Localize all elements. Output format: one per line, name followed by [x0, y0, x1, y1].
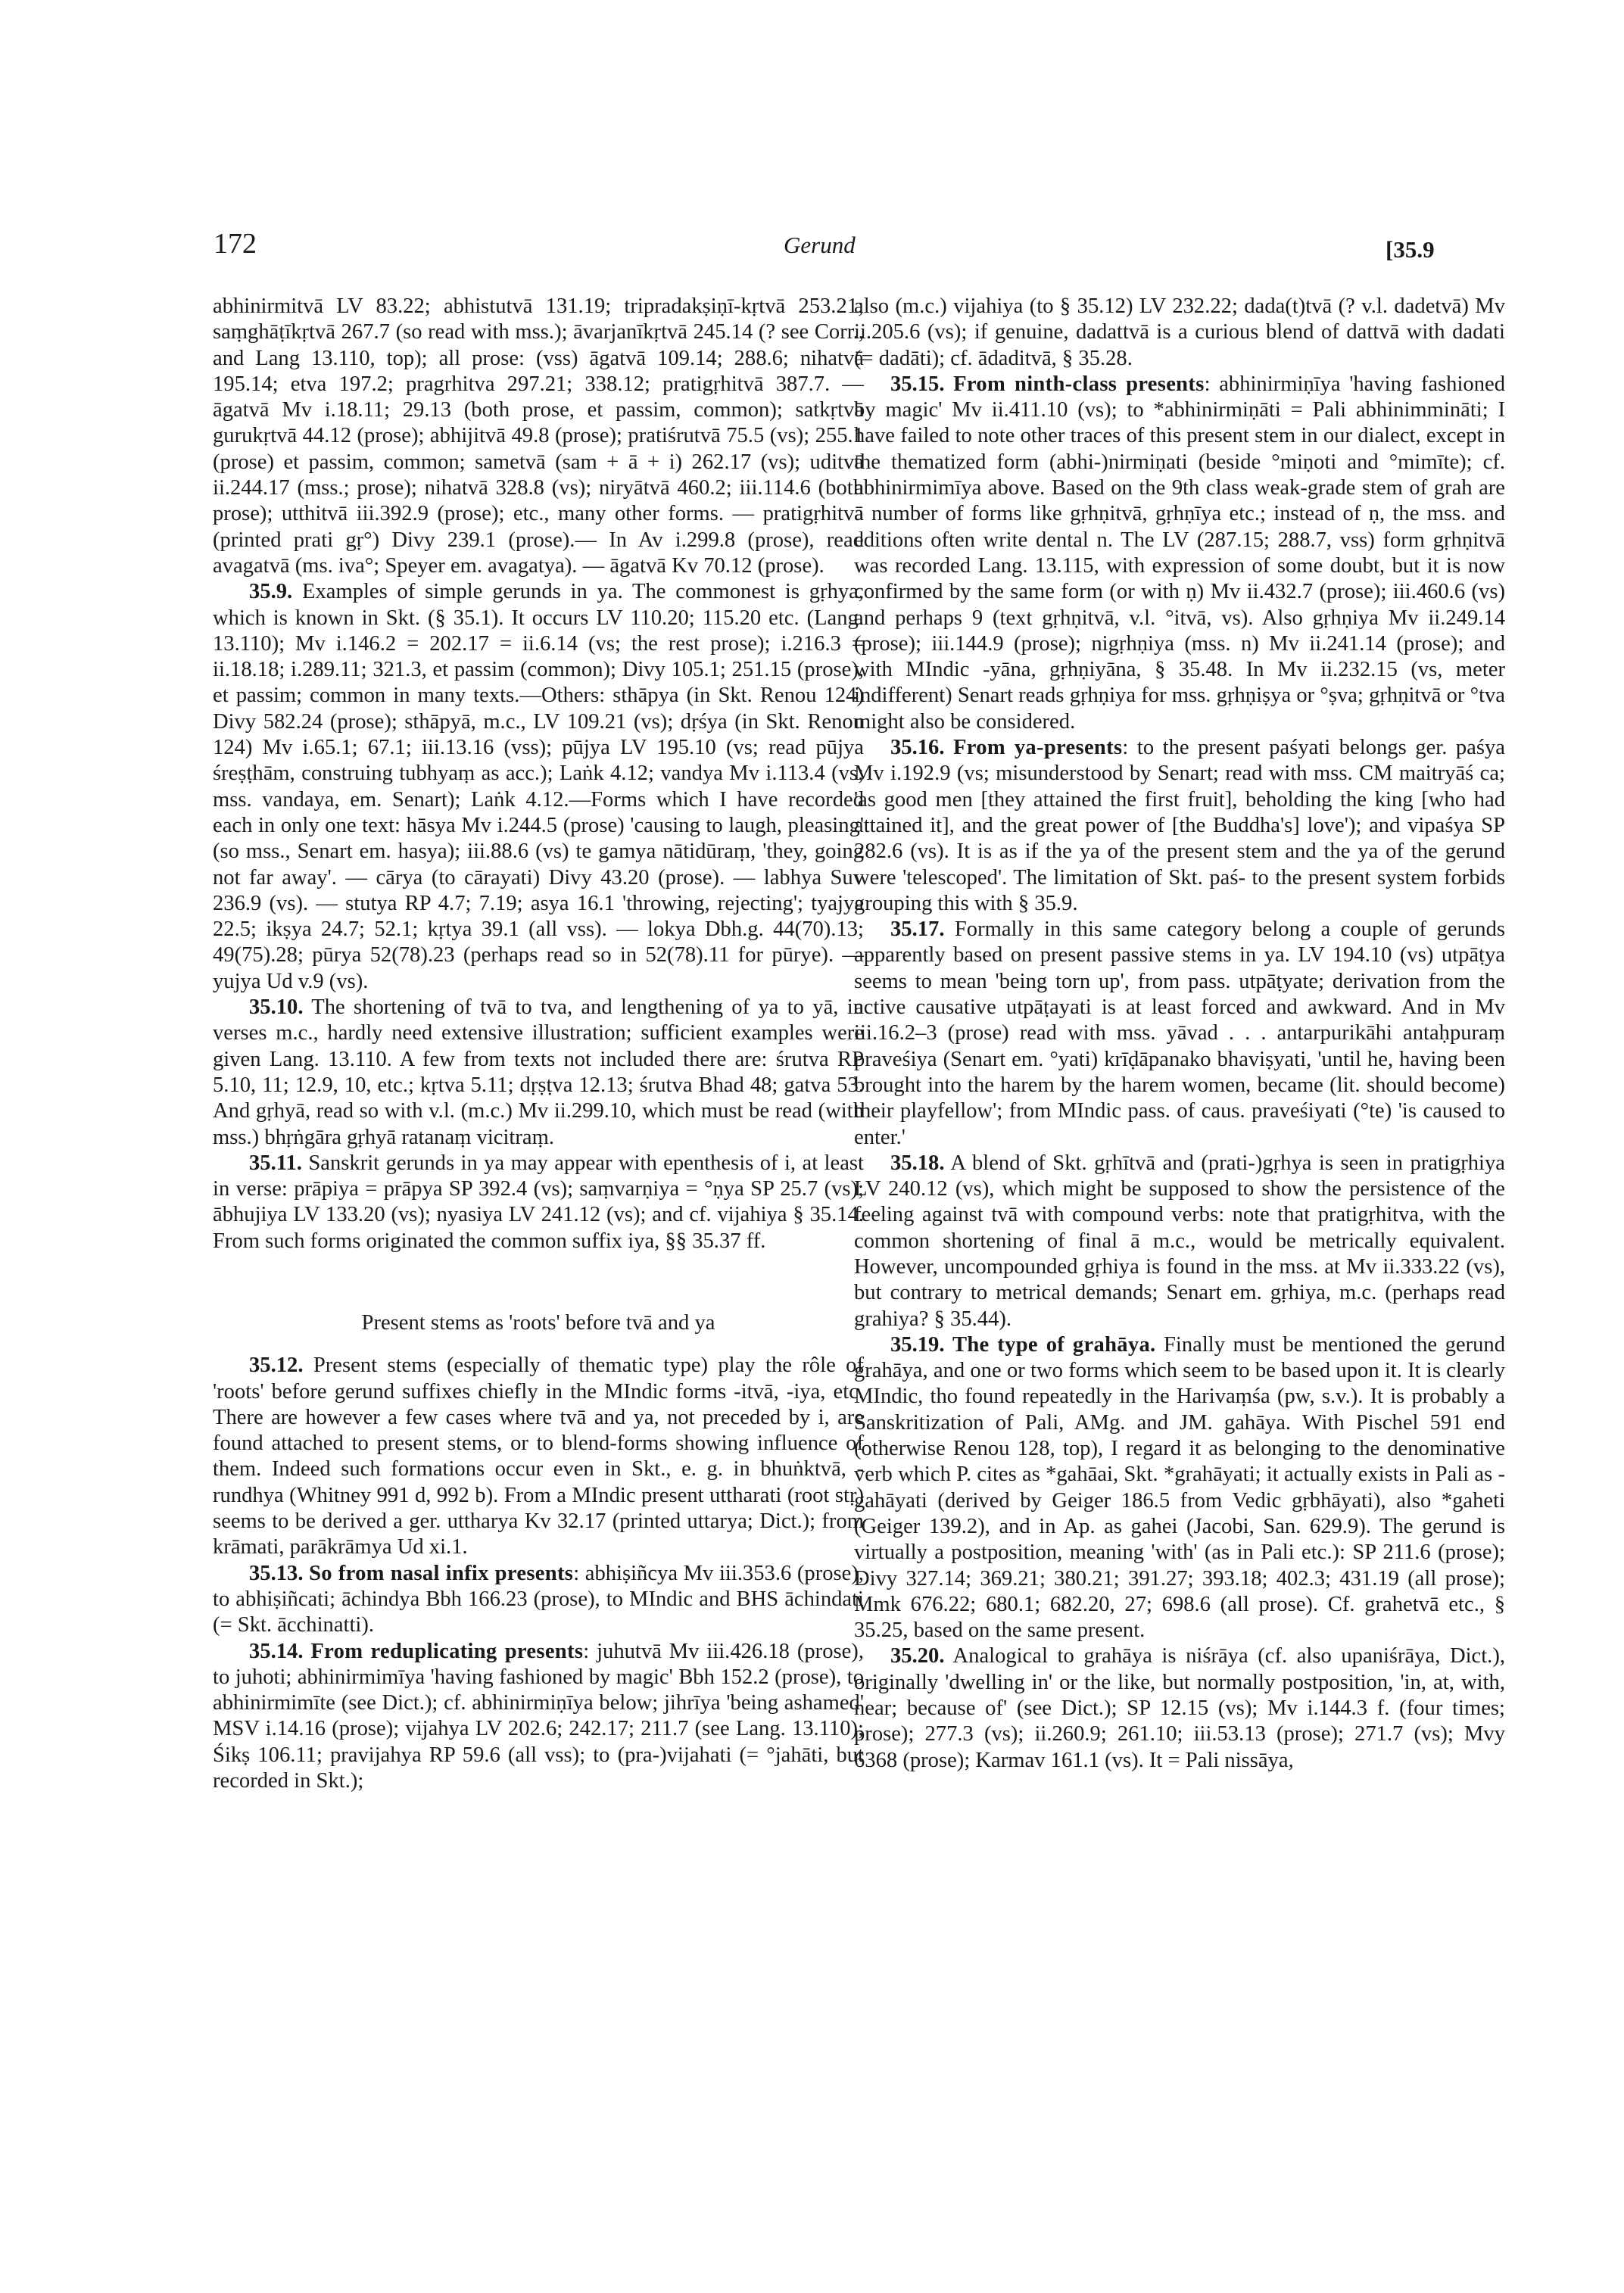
section-number: 35.17. — [890, 918, 945, 942]
paragraph-35-15 — [854, 372, 1505, 735]
paragraph-text: Formally in this same category belong a couple of gerunds apparently based on present passive stems in ya. LV 194.10 (vs) utpāṭya seems to mean 'being torn up', from pass. utpāṭyate; derivation from the active causative utpāṭayati is at least forced and awkward. And in Mv iii.16.2–3 (prose) read with mss. yāvad . . . antarpurikāhi antaḥpuraṃ praveśiya (Senart em. °yati) krīḍāpanako bhaviṣyati, 'until he, having been brought into the harem by the harem women, became (lit. should become) their playfellow'; from MIndic pass. of caus. praveśiyati (°te) 'is caused to enter.' — [854, 918, 1505, 1149]
paragraph-35-9 — [213, 579, 864, 995]
section-number: 35.18. — [890, 1151, 945, 1175]
section-number: 35.20. — [890, 1644, 945, 1668]
paragraph-35-20 — [854, 1643, 1505, 1773]
section-number: 35.14. — [249, 1639, 304, 1663]
paragraph-35-13 — [213, 1561, 864, 1639]
paragraph-continuation: also (m.c.) vijahiya (to § 35.12) LV 232.22; dada(t)tvā (? v.l. dadetvā) Mv ii.205.6 (vs); if genuine, dadattvā is a curious blend of dattvā with dadati (= dadāti); cf. ādaditvā, § 35.28. — [854, 294, 1505, 370]
section-reference: [35.9 — [1386, 236, 1435, 263]
paragraph-text: Sanskrit gerunds in ya may appear with epenthesis of i, at least in verse: prāpiya = prāpya SP 392.4 (vs); saṃvarṇiya = °ṇya SP 25.7 (vs); ābhujiya LV 133.20 (vs); nyasiya LV 241.12 (vs); and cf. vijahiya § 35.14. From such forms originated the common suffix iya, §§ 35.37 ff. — [213, 1151, 864, 1253]
page-number: 172 — [214, 228, 257, 260]
running-title: Gerund — [784, 232, 856, 258]
paragraph-continuation: abhinirmitvā LV 83.22; abhistutvā 131.19; tripradakṣiṇī-kṛtvā 253.21; saṃghāṭīkṛtvā 267.7 (so read with mss.); āvarjanīkṛtvā 245.14 (? see Corr., and Lang 13.110, top); all prose: (vss) āgatvā 109.14; 288.6; nihatvā 195.14; etva 197.2; pragrhitva 297.21; 338.12; pratigṛhitvā 387.7. — āgatvā Mv i.18.11; 29.13 (both prose, et passim, common); satkṛtvā gurukṛtvā 44.12 (prose); abhijitvā 49.8 (prose); pratiśrutvā 75.5 (vs); 255.1 (prose) et passim, common; sametvā (sam + ā + i) 262.17 (vs); uditvā ii.244.17 (mss.; prose); nihatvā 328.8 (vs); niryātvā 460.2; iii.114.6 (both prose); utthitvā iii.392.9 (prose); etc., many other forms. — pratigṛhitvā (printed prati gṛ°) Divy 239.1 (prose).— In Av i.299.8 (prose), read avagatvā (ms. iva°; Speyer em. avagatya). — āgatvā Kv 70.12 (prose). — [213, 294, 864, 578]
section-number: 35.11. — [249, 1151, 302, 1175]
section-number: 35.10. — [249, 995, 304, 1020]
paragraph-text: Present stems (especially of thematic type) play the rôle of 'roots' before gerund suffixes chiefly in the MIndic forms -itvā, -iya, etc. There are however a few cases where tvā and ya, not preceded by i, are found attached to present stems, or to blend-forms showing influence of them. Indeed such formations occur even in Skt., e. g. in bhuṅktvā, -rundhya (Whitney 991 d, 992 b). From a MIndic present uttharati (root stṛ) seems to be derived a ger. uttharya Kv 32.17 (printed uttarya; Dict.); from krāmati, parākrāmya Ud xi.1. — [213, 1354, 864, 1559]
paragraph-heading: The type of grahāya. — [952, 1332, 1156, 1357]
section-number: 35.19. — [890, 1332, 945, 1357]
paragraph-text: A blend of Skt. gṛhītvā and (prati-)gṛhya is seen in pratigṛhiya LV 240.12 (vs), which might be supposed to show the persistence of the feeling against tvā with compound verbs: note that pratigṛhitva, with the common shortening of final ā m.c., would be metrically equivalent. However, uncompounded gṛhiya is found in the mss. at Mv ii.333.22 (vs), but contrary to metrical demands; Senart em. gṛhiya, m.c. (perhaps read grahiya? § 35.44). — [854, 1151, 1505, 1331]
paragraph-text: : juhutvā Mv iii.426.18 (prose), to juhoti; abhinirmimīya 'having fashioned by magic' Bbh 152.2 (prose), to abhinirmimīte (see Dict.); cf. abhinirmiṇīya below; jihrīya 'being ashamed' MSV i.14.16 (prose); vijahya LV 202.6; 242.17; 211.7 (see Lang. 13.110); Śikṣ 106.11; pravijahya RP 59.6 (all vss); to (pra-)vijahati (= °jahāti, but recorded in Skt.); — [213, 1639, 864, 1793]
paragraph-heading: So from nasal infix presents — [309, 1561, 574, 1585]
section-number: 35.9. — [249, 580, 293, 604]
paragraph-heading: From reduplicating presents — [310, 1639, 584, 1663]
paragraph-35-10 — [213, 995, 864, 1151]
subsection-heading: Present stems as 'roots' before tvā and ya — [361, 1310, 715, 1335]
section-number: 35.16. — [890, 736, 945, 760]
paragraph-35-12 — [213, 1353, 864, 1560]
paragraph-35-19 — [854, 1332, 1505, 1644]
section-number: 35.15. — [890, 372, 945, 396]
paragraph-text: : abhinirmiṇīya 'having fashioned by magic' Mv ii.411.10 (vs); to *abhinirmiṇāti = Pali abhinimmināti; I have failed to note other traces of this present stem in our dialect, except in the thematized form (abhi-)nirmiṇati (beside °miṇoti and °mimīte); cf. abhinirmimīya above. Based on the 9th class weak-grade stem of grah are a number of forms like gṛhṇitvā, gṛhṇīya etc.; instead of ṇ, the mss. and editions often write dental n. The LV (287.15; 288.7, vss) form gṛhṇitvā was recorded Lang. 13.115, with expression of some doubt, but it is now confirmed by the same form (or with ṇ) Mv ii.432.7 (prose); iii.460.6 (vs) and perhaps 9 (text gṛhṇitvā, v.l. °itvā, vs). Also gṛhṇiya Mv ii.249.14 (prose); iii.144.9 (prose); nigṛhṇiya (mss. n) Mv ii.241.14 (prose); and with MIndic -yāna, gṛhṇiyāna, § 35.48. In Mv ii.232.15 (vs, meter indifferent) Senart reads gṛhṇiya for mss. gṛhṇiṣya or °ṣva; gṛhṇitvā or °tva might also be considered. — [854, 372, 1505, 734]
paragraph-text: : to the present paśyati belongs ger. paśya Mv i.192.9 (vs; misunderstood by Senart; read with mss. CM maitryāś ca; 'as good men [they attained the first fruit], beholding the king [who had attained it], and the great power of [the Buddha's] love'); and vipaśya SP 282.6 (vs). It is as if the ya of the present stem and the ya of the gerund were 'telescoped'. The limitation of Skt. paś- to the present system forbids grouping this with § 35.9. — [854, 736, 1505, 915]
paragraph-text: Examples of simple gerunds in ya. The commonest is gṛhya, which is known in Skt. (§ 35.1). It occurs LV 110.20; 115.20 etc. (Lang. 13.110); Mv i.146.2 = 202.17 = ii.6.14 (vs; the rest prose); i.216.3 = ii.18.18; i.289.11; 321.3, et passim (common); Divy 105.1; 251.15 (prose), et passim; common in many texts.—Others: sthāpya (in Skt. Renou 124) Divy 582.24 (prose); sthāpyā, m.c., LV 109.21 (vs); dṛśya (in Skt. Renou 124) Mv i.65.1; 67.1; iii.13.16 (vss); pūjya LV 195.10 (vs; read pūjya śreṣṭhām, construing tubhyaṃ as acc.); Laṅk 4.12; vandya Mv i.113.4 (vs; mss. vandaya, em. Senart); Laṅk 4.12.—Forms which I have recorded each in only one text: hāsya Mv i.244.5 (prose) 'causing to laugh, pleasing' (so mss., Senart em. hasya); iii.88.6 (vs) te gamya nātidūraṃ, 'they, going not far away'. — cārya (to cārayati) Divy 43.20 (prose). — labhya Suv 236.9 (vs). — stutya RP 4.7; 7.19; asya 16.1 'throwing, rejecting'; tyajya 22.5; ikṣya 24.7; 52.1; kṛtya 39.1 (all vss). — lokya Dbh.g. 44(70).13; 49(75).28; pūrya 52(78).23 (perhaps read so in 52(78).11 for pūrye). — yujya Ud v.9 (vs). — [213, 580, 865, 993]
paragraph-35-18 — [854, 1151, 1505, 1332]
right-column — [854, 294, 1505, 1774]
paragraph-heading: From ninth-class presents — [953, 372, 1205, 396]
section-number: 35.13. — [249, 1561, 304, 1585]
paragraph-heading: From ya-presents — [953, 736, 1123, 760]
paragraph-text: : abhiṣiñcya Mv iii.353.6 (prose), to abhiṣiñcati; āchindya Bbh 166.23 (prose), to MIndic and BHS āchindati (= Skt. ācchinatti). — [213, 1561, 864, 1637]
paragraph-35-17 — [854, 917, 1505, 1151]
paragraph-text: Finally must be mentioned the gerund grahāya, and one or two forms which seem to be based upon it. It is clearly MIndic, tho found repeatedly in the Harivaṃśa (pw, s.v.). It is probably a Sanskritization of Pali, AMg. and JM. gahāya. With Pischel 591 end (otherwise Renou 128, top), I regard it as belonging to the denominative verb which P. cites as *gahāai, Skt. *grahāyati; it actually exists in Pali as -gahāyati (derived by Geiger 186.5 from Vedic gṛbhāyati), also *gaheti (Geiger 139.2), and in Ap. as gahei (Jacobi, San. 629.9). The gerund is virtually a postposition, meaning 'with' (as in Pali etc.): SP 211.6 (prose); Divy 327.14; 369.21; 380.21; 391.27; 393.18; 402.3; 431.19 (all prose); Mmk 676.22; 680.1; 682.20, 27; 698.6 (all prose). Cf. grahetvā etc., § 35.25, based on the same present. — [854, 1332, 1505, 1643]
paragraph-35-16 — [854, 735, 1505, 917]
paragraph-text: The shortening of tvā to tva, and lengthening of ya to yā, in verses m.c., hardly need extensive illustration; sufficient examples were given Lang. 13.110. A few from texts not included there are: śrutva RP 5.10, 11; 12.9, 10, etc.; kṛtva 5.11; dṛṣṭva 12.13; śrutva Bhad 48; gatva 53. And gṛhyā, read so with v.l. (m.c.) Mv ii.299.10, which must be read (with mss.) bhṛṅgāra gṛhyā ratanaṃ vicitraṃ. — [213, 995, 864, 1149]
section-number: 35.12. — [249, 1354, 304, 1378]
paragraph-text: Analogical to grahāya is niśrāya (cf. also upaniśrāya, Dict.), originally 'dwelling in' or the like, but normally postposition, 'in, at, with, near; because of' (see Dict.); SP 12.15 (vs); Mv i.144.3 f. (four times; prose); 277.3 (vs); ii.260.9; 261.10; iii.53.13 (prose); 271.7 (vs); Mvy 6368 (prose); Karmav 161.1 (vs). It = Pali nissāya, — [854, 1644, 1505, 1772]
paragraph-35-14 — [213, 1639, 864, 1795]
paragraph-35-11 — [213, 1151, 864, 1254]
left-column — [213, 294, 864, 1794]
